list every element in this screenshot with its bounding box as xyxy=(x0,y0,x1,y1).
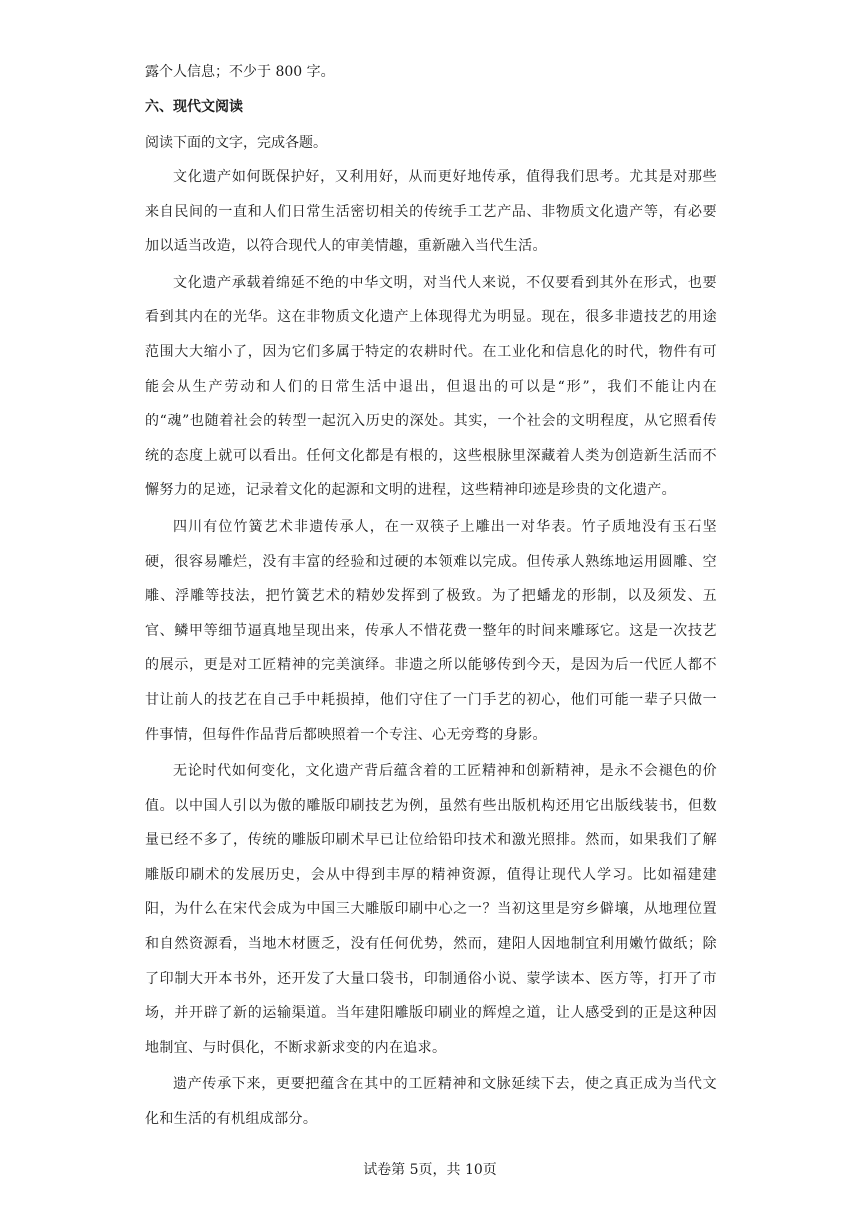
section-heading: 六、现代文阅读 xyxy=(145,99,243,115)
page-footer: 试卷第 5页，共 10页 xyxy=(363,1162,497,1178)
paragraph: 四川有位竹簧艺术非遗传承人，在一双筷子上雕出一对华表。竹子质地没有玉石坚硬，很容易雕烂，没有丰富的经验和过硬的本领难以完成。但传承人熟练地运用圆雕、空雕、浮雕等技法，把竹簧艺术的精妙发挥到了极致。为了把蟠龙的形制，以及须发、五官、鳞甲等细节逼真地呈现出来，传承人不惜花费一整年的时间来雕琢它。这是一次技艺的展示，更是对工匠精神的完美演绎。非遗之所以能够传到今天，是因为后一代匠人都不甘让前人的技艺在自己手中耗损掉，他们守住了一门手艺的初心，他们可能一辈子只做一件事情，但每件作品背后都映照着一个专注、心无旁骛的身影。 xyxy=(145,518,717,743)
document-body xyxy=(145,62,717,1137)
paragraph: 遗产传承下来，更要把蕴含在其中的工匠精神和文脉延续下去，使之真正成为当代文化和生活的有机组成部分。 xyxy=(145,1076,717,1128)
paragraph: 文化遗产如何既保护好，又利用好，从而更好地传承，值得我们思考。尤其是对那些来自民间的一直和人们日常生活密切相关的传统手工艺产品、非物质文化遗产等，有必要加以适当改造，以符合现代人的审美情趣，重新融入当代生活。 xyxy=(145,169,717,255)
continuation-line: 露个人信息；不少于 800 字。 xyxy=(145,64,335,80)
paragraph: 文化遗产承载着绵延不绝的中华文明，对当代人来说，不仅要看到其外在形式，也要看到其内在的光华。这在非物质文化遗产上体现得尤为明显。现在，很多非遗技艺的用途范围大大缩小了，因为它们多属于特定的农耕时代。在工业化和信息化的时代，物件有可能会从生产劳动和人们的日常生活中退出，但退出的可以是“形”，我们不能让内在的“魂”也随着社会的转型一起沉入历史的深处。其实，一个社会的文明程度，从它照看传统的态度上就可以看出。任何文化都是有根的，这些根脉里深藏着人类为创造新生活而不懈努力的足迹，记录着文化的起源和文明的进程，这些精神印迹是珍贵的文化遗产。 xyxy=(145,274,717,499)
reading-instruction: 阅读下面的文字，完成各题。 xyxy=(145,135,327,151)
paragraph: 无论时代如何变化，文化遗产背后蕴含着的工匠精神和创新精神，是永不会褪色的价值。以中国人引以为傲的雕版印刷技艺为例，虽然有些出版机构还用它出版线装书，但数量已经不多了，传统的雕版印刷术早已让位给铅印技术和激光照排。然而，如果我们了解雕版印刷术的发展历史，会从中得到丰厚的精神资源，值得让现代人学习。比如福建建阳，为什么在宋代会成为中国三大雕版印刷中心之一？当初这里是穷乡僻壤，从地理位置和自然资源看，当地木材匮乏，没有任何优势，然而，建阳人因地制宜利用嫩竹做纸；除了印制大开本书外，还开发了大量口袋书，印制通俗小说、蒙学读本、医方等，打开了市场，并开辟了新的运输渠道。当年建阳雕版印刷业的辉煌之道，让人感受到的正是这种因地制宜、与时俱化，不断求新求变的内在追求。 xyxy=(145,763,717,1056)
